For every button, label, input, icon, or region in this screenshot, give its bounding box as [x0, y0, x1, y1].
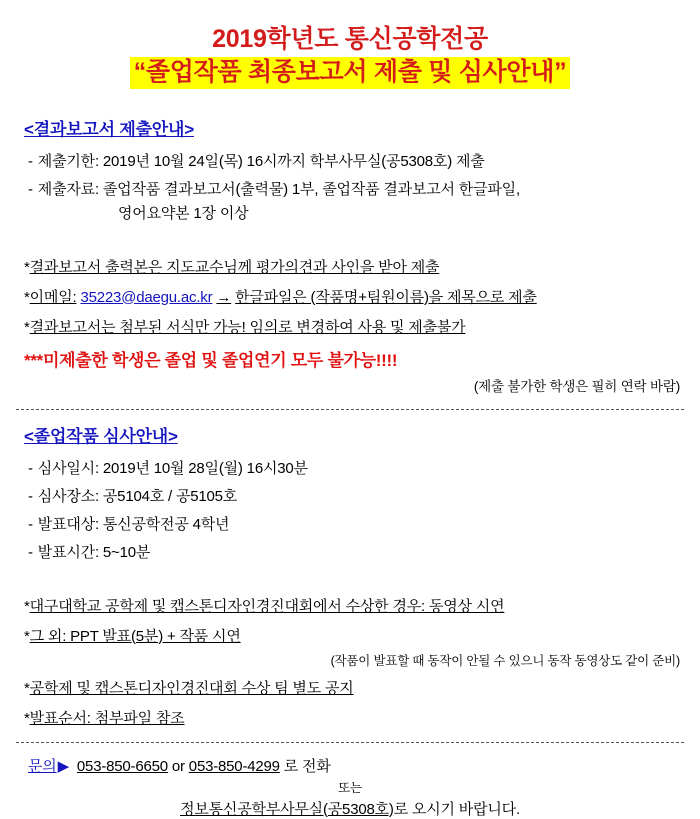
visit-line — [14, 798, 686, 819]
email-note-line — [24, 286, 686, 307]
or-inline-label: or — [171, 757, 185, 775]
format-note-text: 결과보고서는 첨부된 서식만 가능! 임의로 변경하여 사용 및 제출불가 — [29, 318, 466, 336]
list-dash: - — [28, 543, 33, 561]
presentation-side-note: (작품이 발표할 때 동작이 안될 수 있으니 동작 동영상도 같이 준비) — [330, 653, 680, 668]
list-item — [28, 457, 686, 478]
note-star: * — [24, 679, 30, 697]
list-item — [28, 541, 686, 562]
note-star: * — [24, 627, 30, 645]
format-note-line — [24, 316, 686, 337]
note-line — [24, 256, 686, 277]
arrow-glyph: → — [216, 288, 232, 306]
list-dash: - — [28, 487, 33, 505]
list-item-text: 심사일시: 2019년 10월 28일(월) 16시30분 — [37, 459, 308, 477]
title-line-2: “졸업작품 최종보고서 제출 및 심사안내” — [130, 57, 571, 88]
office-name: 정보통신공학부사무실(공5308호) — [180, 800, 394, 818]
title-line-1: 2019학년도 통신공학전공 — [212, 25, 488, 53]
title-block — [14, 24, 686, 89]
contact-label: 문의 — [28, 757, 57, 775]
note-line — [24, 625, 686, 646]
divider — [16, 742, 684, 743]
section-1-heading: <결과보고서 제출안내> — [24, 119, 194, 139]
list-dash: - — [28, 180, 33, 198]
list-item-text: 제출자료: 졸업작품 결과보고서(출력물) 1부, 졸업작품 결과보고서 한글파일, — [37, 180, 520, 198]
list-item — [28, 485, 686, 506]
list-item-text: 제출기한: 2019년 10월 24일(목) 16시까지 학부사무실(공5308호) 제출 — [37, 152, 485, 170]
list-item-text: 발표시간: 5~10분 — [37, 543, 151, 561]
note-star: * — [24, 258, 30, 276]
section-1 — [16, 115, 686, 150]
note-line — [24, 595, 686, 616]
list-dash: - — [28, 515, 33, 533]
note-text: 결과보고서 출력본은 지도교수님께 평가의견과 사인을 받아 제출 — [29, 258, 440, 276]
list-dash: - — [28, 459, 33, 477]
contact-row — [28, 755, 686, 776]
list-item — [28, 513, 686, 534]
note-text: 그 외: PPT 발표(5분) + 작품 시연 — [29, 627, 241, 645]
note-star: * — [24, 709, 30, 727]
visit-suffix: 로 오시기 바랍니다. — [393, 800, 520, 818]
list-item — [28, 150, 686, 171]
note-text: 발표순서: 첨부파일 참조 — [29, 709, 185, 727]
phone-number-2[interactable]: 053-850-4299 — [188, 757, 280, 775]
email-note-text: 한글파일은 (작품명+팀원이름)을 제목으로 제출 — [235, 288, 537, 306]
note-line — [24, 677, 686, 698]
email-label: 이메일: — [29, 288, 77, 306]
arrow-right-icon: ▶ — [57, 757, 69, 775]
note-star: * — [24, 318, 30, 336]
list-item-text: 심사장소: 공5104호 / 공5105호 — [37, 487, 238, 505]
call-suffix: 로 전화 — [283, 757, 331, 775]
email-link[interactable]: 35223@daegu.ac.kr — [80, 288, 213, 306]
section-2 — [16, 422, 686, 457]
note-star: * — [24, 597, 30, 615]
list-dash: - — [28, 152, 33, 170]
list-item — [28, 178, 686, 199]
list-item-continuation: 영어요약본 1장 이상 — [118, 204, 249, 222]
warning-text: ***미제출한 학생은 졸업 및 졸업연기 모두 불가능!!!! — [24, 350, 398, 370]
phone-number-1[interactable]: 053-850-6650 — [76, 757, 168, 775]
note-line — [24, 707, 686, 728]
section-2-heading: <졸업작품 심사안내> — [24, 426, 178, 446]
or-separator: 또는 — [338, 780, 362, 795]
warning-side-note: (제출 불가한 학생은 필히 연락 바람) — [473, 378, 680, 394]
list-item-text: 발표대상: 통신공학전공 4학년 — [37, 515, 230, 533]
note-star: * — [24, 288, 30, 306]
note-text: 대구대학교 공학제 및 캡스톤디자인경진대회에서 수상한 경우: 동영상 시연 — [29, 597, 505, 615]
note-text: 공학제 및 캡스톤디자인경진대회 수상 팀 별도 공지 — [29, 679, 354, 697]
divider — [16, 409, 684, 410]
